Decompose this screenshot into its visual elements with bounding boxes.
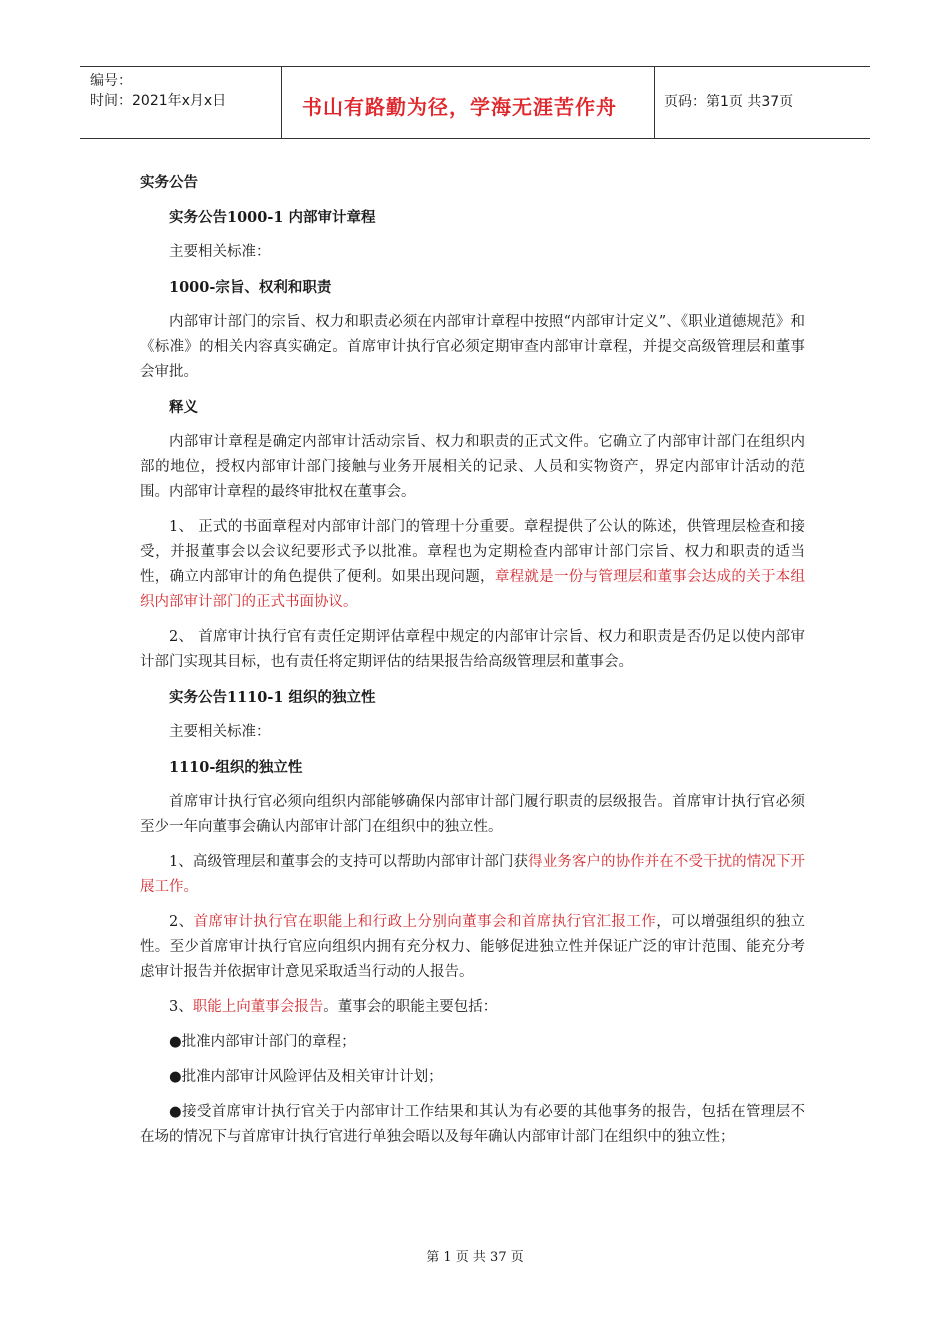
interpretation-text: 内部审计章程是确定内部审计活动宗旨、权力和职责的正式文件。它确立了内部审计部门在组织内部的地位，授权内部审计部门接触与业务开展相关的记录、人员和实物资产，界定内部审计活动的范围。内部审计章程的最终审批权在董事会。 xyxy=(140,434,805,500)
point-3-text: 。董事会的职能主要包括： xyxy=(323,999,498,1015)
point-2-paragraph xyxy=(140,910,805,985)
notice-1110-title: 实务公告1110-1 组织的独立性 xyxy=(169,689,376,706)
item-1-paragraph xyxy=(140,515,805,615)
bullet-item: ●批准内部审计风险评估及相关审计计划； xyxy=(169,1069,443,1085)
standard-1000-text: 内部审计部门的宗旨、权力和职责必须在内部审计章程中按照“内部审计定义”、《职业道德规范》和《标准》的相关内容真实确定。首席审计执行官必须定期审查内部审计章程，并提交高级管理层和董事会审批。 xyxy=(140,314,805,380)
number-label: 编号： xyxy=(90,73,132,89)
header-meta xyxy=(80,67,280,138)
standard-1110-text: 首席审计执行官必须向组织内部能够确保内部审计部门履行职责的层级报告。首席审计执行官必须至少一年向董事会确认内部审计部门在组织中的独立性。 xyxy=(140,794,805,835)
item-2-paragraph: 2、 首席审计执行官有责任定期评估章程中规定的内部审计宗旨、权力和职责是否仍足以使内部审计部门实现其目标，也有责任将定期评估的结果报告给高级管理层和董事会。 xyxy=(140,629,805,670)
point-2-text: ，可以增强组织的独立性。至少首席审计执行官应向组织内拥有充分权力、能够促进独立性并保证广泛的审计范围、能充分考虑审计报告并依据审计意见采取适当行动的人报告。 xyxy=(140,914,806,980)
point-1-paragraph xyxy=(140,850,805,900)
point-1-highlight: 得业务客户的协作并在不受干扰的情况下开展工作。 xyxy=(140,854,805,895)
point-3-paragraph xyxy=(140,995,805,1020)
standard-1110-title: 1110-组织的独立性 xyxy=(169,759,303,776)
header-motto-cell xyxy=(281,67,655,138)
point-2-number: 2、 xyxy=(169,914,194,930)
standard-1000-title: 1000-宗旨、权利和职责 xyxy=(169,279,332,296)
point-2-highlight: 首席审计执行官在职能上和行政上分别向董事会和首席执行官汇报工作 xyxy=(193,914,657,930)
page-footer: 第 1 页 共 37 页 xyxy=(426,1250,524,1265)
motto-text: 书山有路勤为径，学海无涯苦作舟 xyxy=(302,95,617,119)
document-body xyxy=(140,170,805,1150)
interpretation-title: 释义 xyxy=(169,399,198,416)
item-1-highlight: 章程就是一份与管理层和董事会达成的关于本组织内部审计部门的正式书面协议。 xyxy=(140,569,806,610)
bullet-item: ●接受首席审计执行官关于内部审计工作结果和其认为有必要的其他事务的报告，包括在管理层不在场的情况下与首席审计执行官进行单独会晤以及每年确认内部审计部门在组织中的独立性； xyxy=(140,1104,805,1145)
notice-1000-title: 实务公告1000-1 内部审计章程 xyxy=(169,209,376,226)
date-label: 时间：2021年x月x日 xyxy=(90,93,227,109)
item-1-text: 1、 正式的书面章程对内部审计部门的管理十分重要。章程提供了公认的陈述，供管理层检查和接受，并报董事会以会议纪要形式予以批准。章程也为定期检查内部审计部门宗旨、权力和职责的适当性，确立内部审计的角色提供了便利。如果出现问题， xyxy=(140,519,805,585)
page-info: 页码：第1页 共37页 xyxy=(664,94,794,110)
point-1-text: 1、高级管理层和董事会的支持可以帮助内部审计部门获 xyxy=(169,854,529,870)
page-header xyxy=(80,66,870,139)
section-title: 实务公告 xyxy=(140,174,198,191)
point-3-number: 3、 xyxy=(169,999,193,1015)
point-3-highlight: 职能上向董事会报告 xyxy=(192,999,324,1015)
standards-label: 主要相关标准： xyxy=(169,724,271,740)
bullet-item: ●批准内部审计部门的章程； xyxy=(169,1034,356,1050)
standards-label: 主要相关标准： xyxy=(169,244,271,260)
